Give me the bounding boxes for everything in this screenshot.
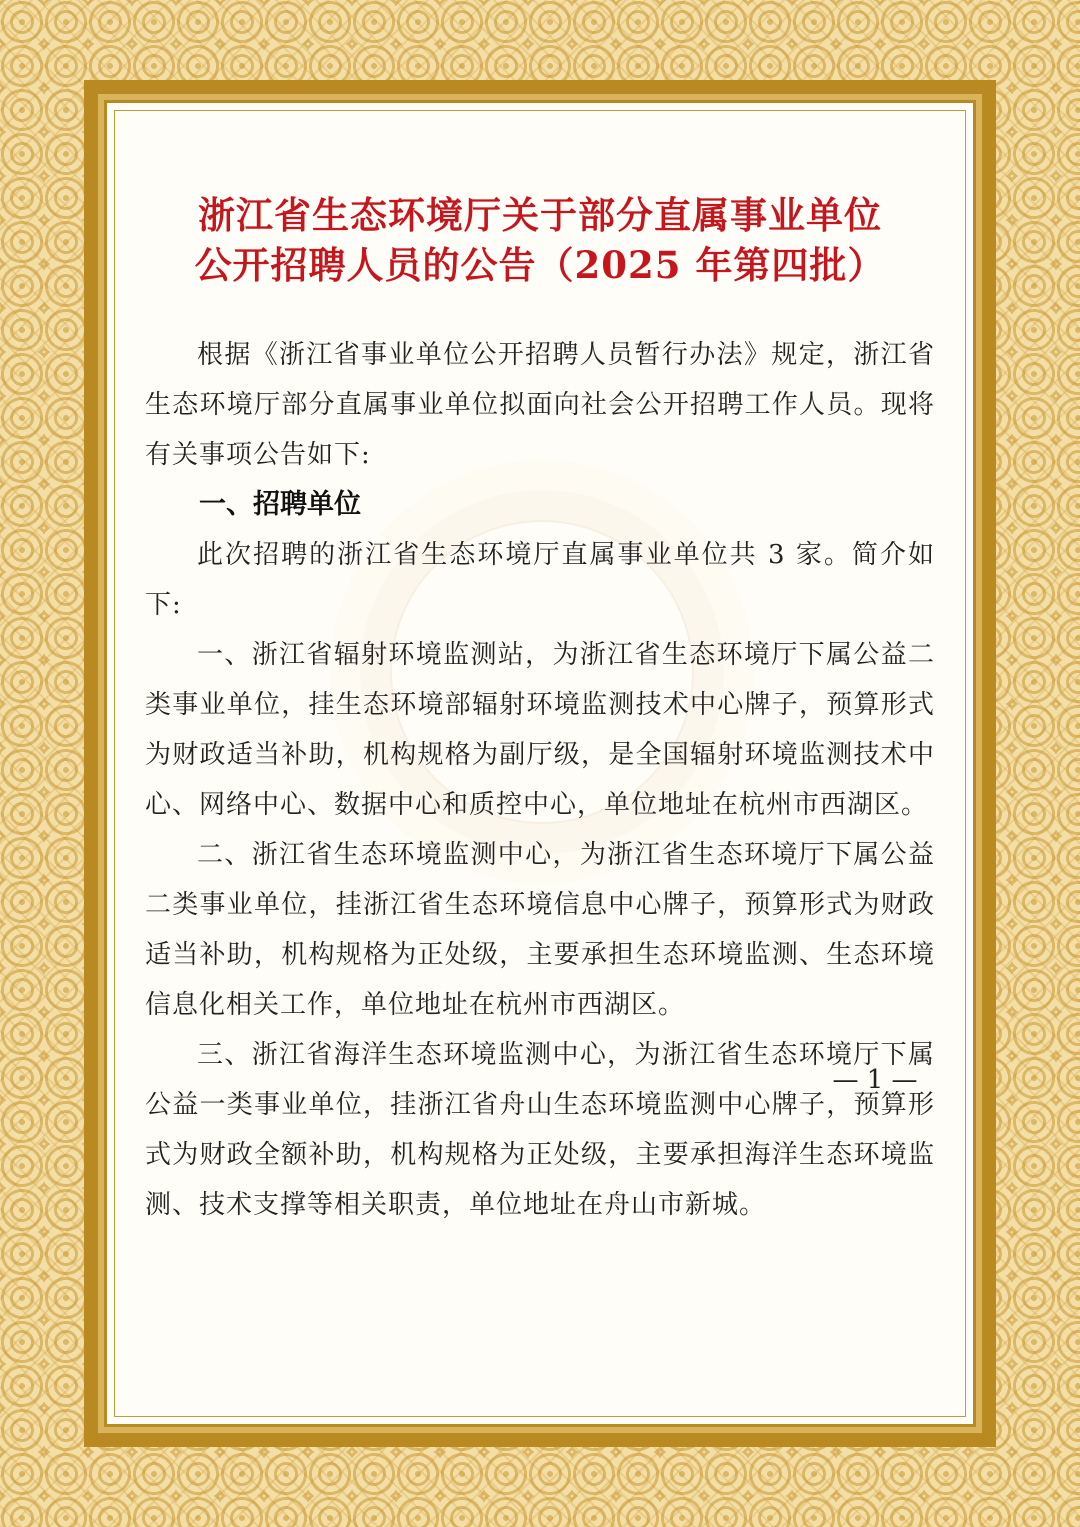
unit-2-paragraph: 二、浙江省生态环境监测中心，为浙江省生态环境厅下属公益二类事业单位，挂浙江省生态环境信息中心牌子，预算形式为财政适当补助，机构规格为正处级，主要承担生态环境监测、生态环境信息化相关工作，单位地址在杭州市西湖区。: [145, 840, 935, 1020]
section-1-intro: 此次招聘的浙江省生态环境厅直属事业单位共 3 家。简介如下:: [145, 540, 935, 620]
unit-1-paragraph: 一、浙江省辐射环境监测站，为浙江省生态环境厅下属公益二类事业单位，挂生态环境部辐射环境监测技术中心牌子，预算形式为财政适当补助，机构规格为副厅级，是全国辐射环境监测技术中心、网络中心、数据中心和质控中心，单位地址在杭州市西湖区。: [145, 640, 935, 820]
section-1-heading: 一、招聘单位: [199, 489, 361, 520]
document-title-line-2: 公开招聘人员的公告（2025 年第四批）: [194, 243, 886, 287]
page-number: — 1 —: [832, 1065, 918, 1095]
intro-paragraph: 根据《浙江省事业单位公开招聘人员暂行办法》规定，浙江省生态环境厅部分直属事业单位拟面向社会公开招聘工作人员。现将有关事项公告如下:: [145, 340, 935, 470]
document-content: [145, 190, 935, 1230]
unit-3-paragraph: 三、浙江省海洋生态环境监测中心，为浙江省生态环境厅下属公益一类事业单位，挂浙江省舟山生态环境监测中心牌子，预算形式为财政全额补助，机构规格为正处级，主要承担海洋生态环境监测、技术支撑等相关职责，单位地址在舟山市新城。: [145, 1040, 935, 1220]
document-title-line-1: 浙江省生态环境厅关于部分直属事业单位: [198, 193, 882, 237]
